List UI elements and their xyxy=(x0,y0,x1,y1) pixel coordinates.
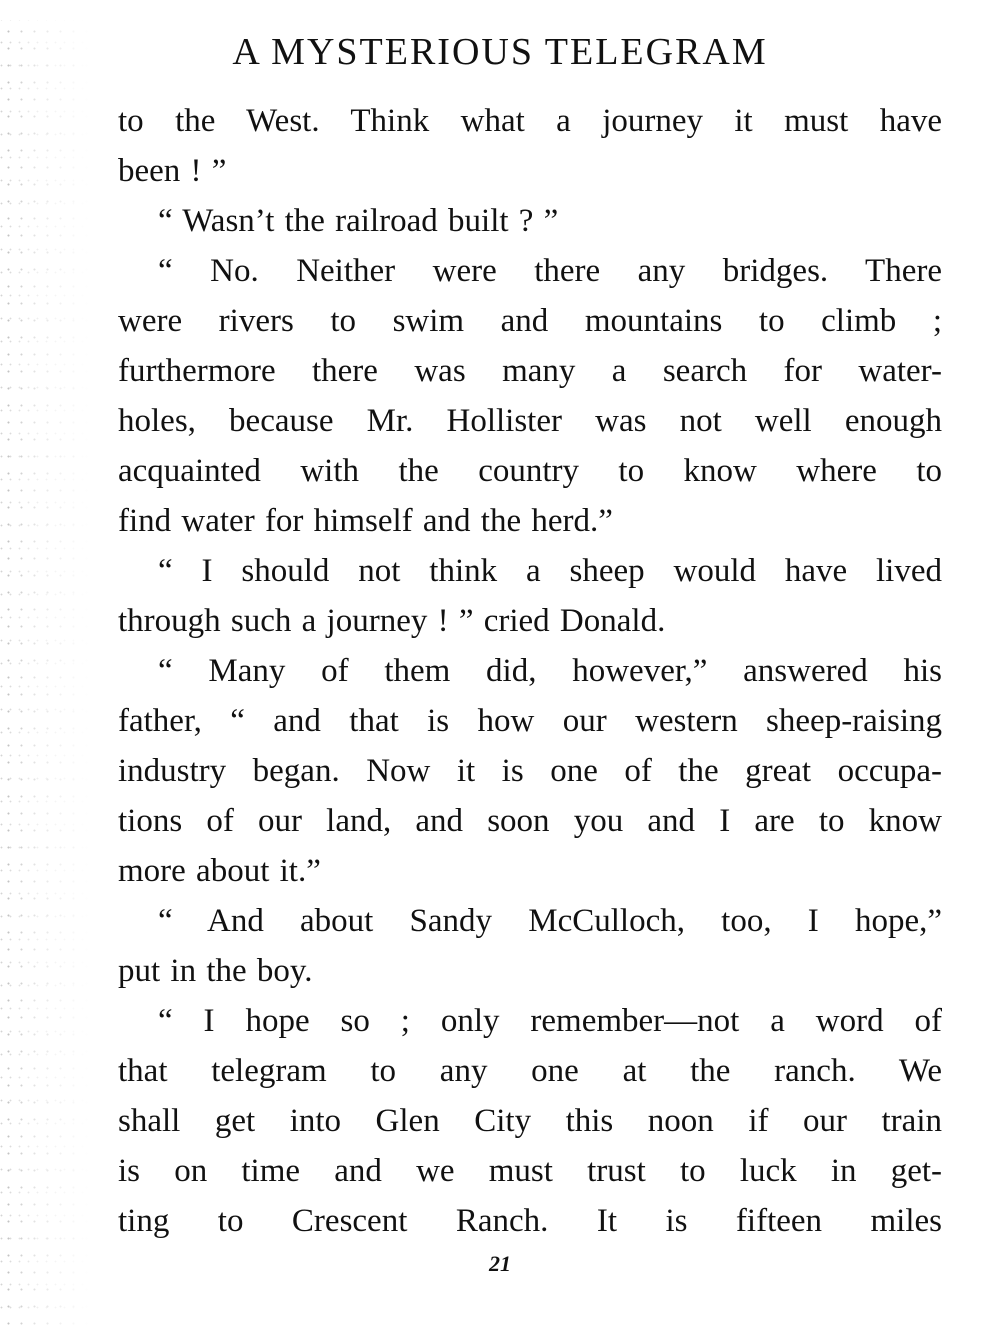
running-head: A MYSTERIOUS TELEGRAM xyxy=(232,31,768,73)
text-line: furthermore there was many a search for water- xyxy=(118,353,942,389)
body-text xyxy=(118,96,942,1246)
text-line: “ And about Sandy McCulloch, too, I hope,” xyxy=(158,903,942,939)
page-gutter-shadow xyxy=(0,20,90,1327)
text-line: father, “ and that is how our western sheep-raising xyxy=(118,703,942,739)
text-line: is on time and we must trust to luck in get- xyxy=(118,1153,942,1189)
text-line: to the West. Think what a journey it must have xyxy=(118,103,942,139)
text-line: “ I hope so ; only remember—not a word of xyxy=(158,1003,942,1039)
text-line: ting to Crescent Ranch. It is fifteen miles xyxy=(118,1203,942,1239)
page-number: 21 xyxy=(489,1251,511,1276)
text-line: find water for himself and the herd.” xyxy=(118,503,613,539)
text-line: shall get into Glen City this noon if our train xyxy=(118,1103,942,1139)
text-line: more about it.” xyxy=(118,853,321,889)
text-line: “ I should not think a sheep would have lived xyxy=(158,553,942,589)
text-line: holes, because Mr. Hollister was not well enough xyxy=(118,403,942,439)
text-line: been ! ” xyxy=(118,153,227,189)
text-line: through such a journey ! ” cried Donald. xyxy=(118,603,666,639)
text-line: that telegram to any one at the ranch. We xyxy=(118,1053,942,1089)
text-line: “ No. Neither were there any bridges. There xyxy=(158,253,942,289)
text-line: tions of our land, and soon you and I are to know xyxy=(118,803,942,839)
text-line: “ Wasn’t the railroad built ? ” xyxy=(158,203,559,239)
text-line: acquainted with the country to know where to xyxy=(118,453,942,489)
text-line: were rivers to swim and mountains to climb ; xyxy=(118,303,942,339)
text-line: industry began. Now it is one of the great occupa- xyxy=(118,753,942,789)
text-line: “ Many of them did, however,” answered his xyxy=(158,653,942,689)
text-line: put in the boy. xyxy=(118,953,313,989)
